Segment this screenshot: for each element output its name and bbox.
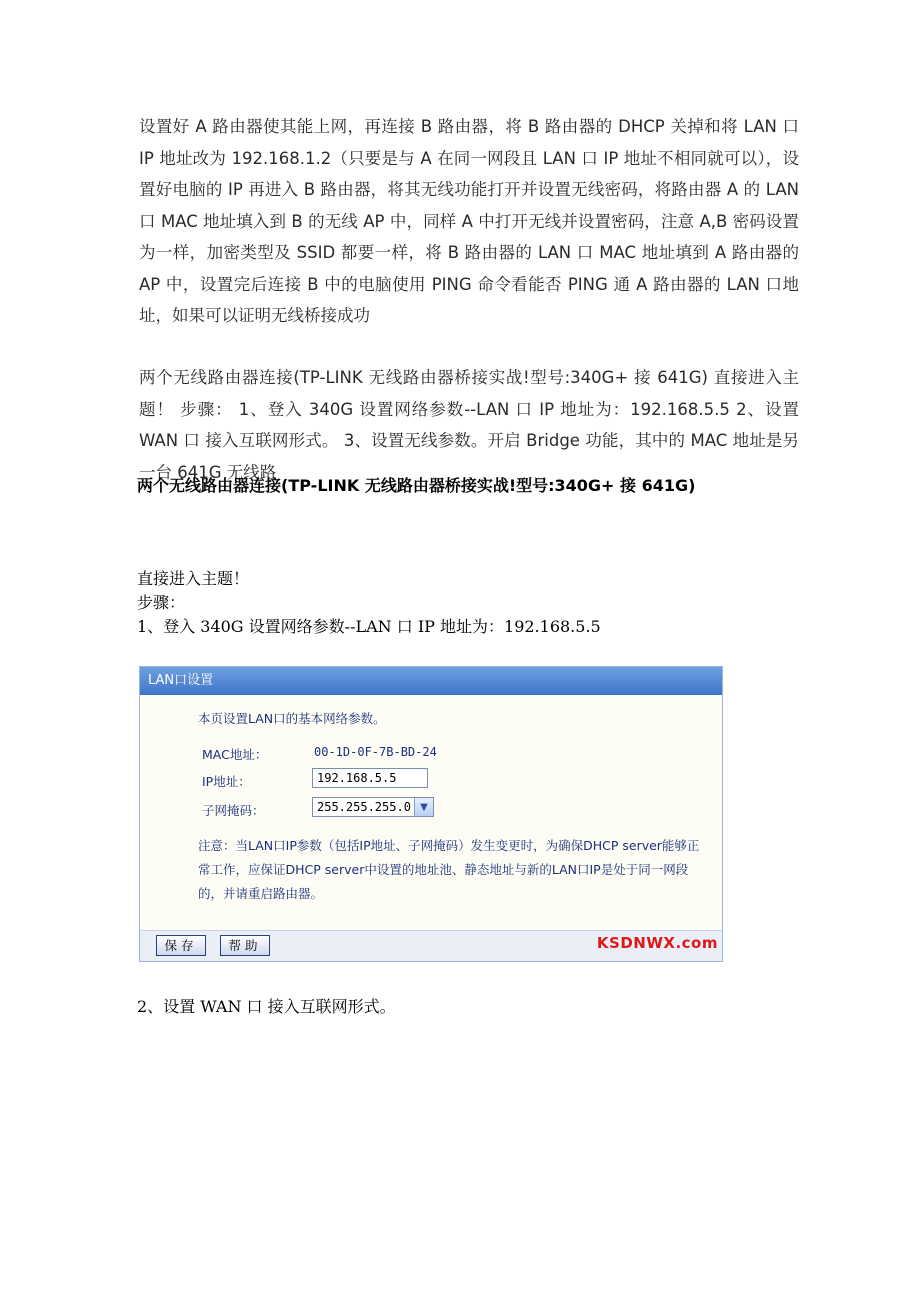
ip-label: IP地址：	[202, 774, 251, 789]
subnet-mask-value: 255.255.255.0	[317, 800, 411, 814]
watermark: KSDNWX.com	[596, 934, 718, 952]
help-button[interactable]: 帮助	[220, 935, 270, 956]
subnet-mask-label: 子网掩码：	[202, 803, 265, 818]
panel-intro: 本页设置LAN口的基本网络参数。	[198, 711, 386, 726]
mac-value: 00-1D-0F-7B-BD-24	[314, 745, 437, 759]
save-button[interactable]: 保存	[156, 935, 206, 956]
panel-footer	[140, 930, 722, 961]
paragraph-bridge-setup: 设置好 A 路由器使其能上网，再连接 B 路由器，将 B 路由器的 DHCP 关掉和将 LAN 口 IP 地址改为 192.168.1.2（只要是与 A 在同一网段且 LAN 口 IP 地址不相同就可以），设置好电脑的 IP 再进入 B 路由器，将其无线功能打开并设置无线密码，将路由器 A 的 LAN 口 MAC 地址填入到 B 的无线 AP 中，同样 A 中打开无线并设置密码，注意 A,B 密码设置为一样，加密类型及 SSID 都要一样，将 B 路由器的 LAN 口 MAC 地址填到 A 路由器的 AP 中，设置完后连接 B 中的电脑使用 PING 命令看能否 PING 通 A 路由器的 LAN 口地址，如果可以证明无线桥接成功	[139, 117, 799, 325]
step-1: 1、登入 340G 设置网络参数--LAN 口 IP 地址为：192.168.5.5	[137, 617, 601, 636]
steps-heading: 步骤：	[137, 593, 186, 612]
intro-line: 直接进入主题！	[137, 569, 250, 588]
ip-address-input[interactable]	[312, 768, 428, 788]
article-title: 两个无线路由器连接(TP-LINK 无线路由器桥接实战!型号:340G+ 接 641G)	[137, 476, 696, 495]
panel-note: 注意：当LAN口IP参数（包括IP地址、子网掩码）发生变更时，为确保DHCP server能够正常工作，应保证DHCP server中设置的地址池、静态地址与新的LAN口IP是处于同一网段的，并请重启路由器。	[198, 838, 700, 901]
mac-label: MAC地址：	[202, 747, 268, 762]
step-2: 2、设置 WAN 口 接入互联网形式。	[137, 997, 396, 1016]
lan-settings-screenshot	[139, 666, 723, 962]
paragraph-summary: 两个无线路由器连接(TP-LINK 无线路由器桥接实战!型号:340G+ 接 641G) 直接进入主题！ 步骤： 1、登入 340G 设置网络参数--LAN 口 IP 地址为：192.168.5.5 2、设置 WAN 口 接入互联网形式。 3、设置无线参数。开启 Bridge 功能，其中的 MAC 地址是另一台 641G 无线路	[139, 368, 799, 482]
subnet-mask-select[interactable]	[312, 797, 434, 817]
chevron-down-icon[interactable]: ▼	[414, 798, 433, 816]
panel-body	[140, 695, 722, 933]
panel-header: LAN口设置	[140, 667, 722, 695]
